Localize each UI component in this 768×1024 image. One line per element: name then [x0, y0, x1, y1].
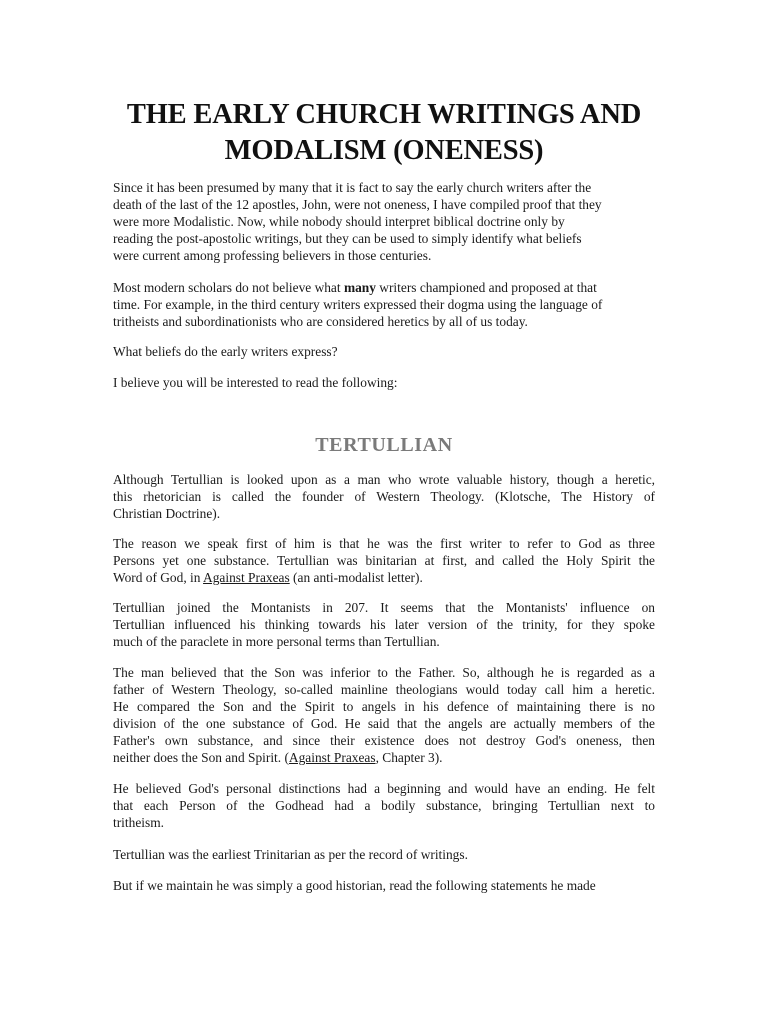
text-line: reading the post-apostolic writings, but they can be used to simply identify what beliefs	[113, 231, 582, 246]
tertullian-paragraph-5	[113, 780, 655, 831]
text-line: He believed God's personal distinctions had a beginning and would have an ending. He felt	[113, 781, 655, 796]
tertullian-paragraph-1	[113, 471, 655, 522]
text-line: father of Western Theology, so-called mainline theologians would today call him a heretic.	[113, 682, 655, 697]
text-line: were current among professing believers in those centuries.	[113, 248, 432, 263]
text-line	[113, 279, 655, 296]
text-line: I believe you will be interested to read the following:	[113, 375, 398, 390]
tertullian-paragraph-4	[113, 664, 655, 766]
intro-paragraph-2	[113, 279, 655, 330]
text-line: much of the paraclete in more personal terms than Tertullian.	[113, 634, 440, 649]
text-line: Tertullian influenced his thinking towards his later version of the trinity, for they spoke	[113, 617, 655, 632]
intro-paragraph-4	[113, 374, 655, 391]
text-line: The man believed that the Son was inferior to the Father. So, although he is regarded as a	[113, 665, 655, 680]
text-line: Persons yet one substance. Tertullian was binitarian at first, and called the Holy Spirit the	[113, 553, 655, 568]
text-line: Tertullian was the earliest Trinitarian as per the record of writings.	[113, 847, 468, 862]
title-line: MODALISM (ONENESS)	[224, 135, 544, 166]
text-run: Word of God, in	[113, 570, 204, 585]
text-run: writers championed and proposed at that	[375, 280, 597, 295]
text-line: were more Modalistic. Now, while nobody should interpret biblical doctrine only by	[113, 214, 565, 229]
text-line: Christian Doctrine).	[113, 506, 221, 521]
intro-paragraph-3	[113, 343, 655, 360]
text-line	[113, 569, 655, 586]
text-line: division of the one substance of God. He said that the angels are actually members of the	[113, 716, 655, 731]
emphasis-text: many	[343, 280, 376, 295]
section-heading-tertullian: TERTULLIAN	[315, 434, 453, 456]
text-line	[113, 749, 655, 766]
against-praxeas-link[interactable]: Against Praxeas	[288, 750, 376, 765]
text-line: death of the last of the 12 apostles, John, were not oneness, I have compiled proof that they	[113, 197, 602, 212]
intro-paragraph-1	[113, 179, 655, 264]
text-line: tritheism.	[113, 815, 164, 830]
text-line: Father's own substance, and since their existence does not destroy God's oneness, then	[113, 733, 655, 748]
tertullian-paragraph-7	[113, 877, 655, 894]
against-praxeas-link[interactable]: Against Praxeas	[203, 570, 290, 585]
tertullian-paragraph-3	[113, 599, 655, 650]
text-run: , Chapter 3).	[375, 750, 443, 765]
title-line: THE EARLY CHURCH WRITINGS AND	[126, 99, 642, 130]
text-line: He compared the Son and the Spirit to angels in his defence of maintaining there is no	[113, 699, 655, 714]
tertullian-paragraph-6	[113, 846, 655, 863]
text-line: that each Person of the Godhead had a bodily substance, bringing Tertullian next to	[113, 798, 655, 813]
text-line: What beliefs do the early writers express?	[113, 344, 338, 359]
text-line: this rhetorician is called the founder of Western Theology. (Klotsche, The History of	[113, 489, 655, 504]
text-line: But if we maintain he was simply a good historian, read the following statements he made	[113, 878, 596, 893]
document-title	[113, 97, 655, 169]
text-run: (an anti-modalist letter).	[289, 570, 423, 585]
text-run: Most modern scholars do not believe what	[113, 280, 344, 295]
text-run: neither does the Son and Spirit. (	[113, 750, 289, 765]
text-line: Since it has been presumed by many that it is fact to say the early church writers after the	[113, 180, 592, 195]
text-line: time. For example, in the third century writers expressed their dogma using the language of	[113, 297, 603, 312]
text-line: The reason we speak first of him is that he was the first writer to refer to God as three	[113, 536, 655, 551]
tertullian-paragraph-2	[113, 535, 655, 586]
text-line: tritheists and subordinationists who are considered heretics by all of us today.	[113, 314, 528, 329]
text-line: Although Tertullian is looked upon as a man who wrote valuable history, though a heretic,	[113, 472, 655, 487]
text-line: Tertullian joined the Montanists in 207. It seems that the Montanists' influence on	[113, 600, 655, 615]
